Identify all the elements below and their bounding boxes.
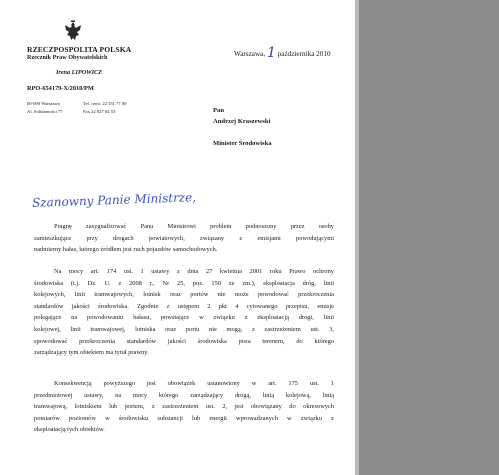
- phone-number: Tel. centr. 22 551 77 00: [83, 101, 127, 106]
- handwritten-greeting: Szanowny Panie Ministrze,: [31, 190, 197, 210]
- text-line: Konsekwencją powyższego jest obowiązek ustanowiony w art. 175 ust. 1: [54, 380, 334, 387]
- text-line: kolejowych, linii tramwajowych, lotnisk oraz portów nie może powodować przekroczenia: [34, 291, 334, 299]
- recipient-salutation: Pan: [213, 107, 224, 114]
- handwritten-day: 1: [266, 45, 276, 61]
- fax-number: Fax 22 827 64 53: [83, 109, 116, 114]
- page-shadow: [355, 0, 359, 475]
- recipient-title: Minister Środowiska: [213, 140, 272, 147]
- paragraph-2: [34, 266, 334, 359]
- text-line: kolejowej, linii tramwajowej, lotniska oraz portu nie mogą, z zastrzeżeniem ust. 3,: [34, 325, 334, 333]
- text-line: pomiarów poziomów w środowisku substancji lub energii wprowadzanych w związku z: [34, 414, 334, 422]
- official-name: Irena LIPOWICZ: [56, 69, 102, 76]
- eagle-emblem-icon: [63, 20, 83, 44]
- city: Warszawa,: [234, 50, 266, 58]
- text-line: standardów jakości środowiska. Zgodnie z ustępem 2 pkt 4 cytowanego przepisu, emisje: [34, 302, 334, 310]
- text-line: środowiska (t.j. Dz. U. z 2008 r., Nr 25, poz. 150 ze zm.), eksploatacja dróg, linii: [34, 279, 334, 287]
- text-line: eksploatacją tych obiektów.: [34, 426, 105, 434]
- address-street: Al. Solidarności 77: [27, 109, 63, 114]
- text-line: tramwajową, lotniskiem lub portem, z zastrzeżeniem ust. 2, jest obowiązany do okresowych: [34, 403, 334, 411]
- place-date: [234, 44, 331, 60]
- text-line: zarządzający tym obiektem ma tytuł prawny.: [34, 349, 149, 357]
- text-line: nadmierny hałas, którego źródłem jest ruch pojazdów samochodowych.: [34, 246, 218, 254]
- text-line: zamieszkujące przy drogach powiatowych, związany z emisjami powodującymi: [34, 234, 334, 242]
- recipient-name: Andrzej Kraszewski: [213, 118, 271, 125]
- month-year: października 2010: [277, 50, 331, 58]
- paragraph-3: [34, 378, 334, 436]
- office-name: Rzecznik Praw Obywatelskich: [27, 54, 108, 61]
- text-line: przedmiotowej ustawy, na mocy którego zarządzający drogą, linią kolejową, linią: [34, 391, 334, 399]
- address-postal: 00-090 Warszawa: [27, 101, 60, 106]
- institution-name: RZECZPOSPOLITA POLSKA: [27, 45, 132, 54]
- reference-number: RPO-654179-X/2010/PM: [27, 85, 94, 92]
- text-line: Na mocy art. 174 ust. 1 ustawy z dnia 27 kwietnia 2001 roku Prawo ochrony: [54, 268, 334, 275]
- text-line: spowodować przekroczenia standardów jakości środowiska poza terenem, do którego: [34, 337, 334, 345]
- paragraph-1: [34, 221, 334, 256]
- text-line: polegające na powodowaniu hałasu, powstające w związku z eksploatacją drogi, linii: [34, 314, 334, 322]
- text-line: Pragnę zasygnalizować Panu Ministrowi problem podnoszony przez osoby: [54, 223, 334, 230]
